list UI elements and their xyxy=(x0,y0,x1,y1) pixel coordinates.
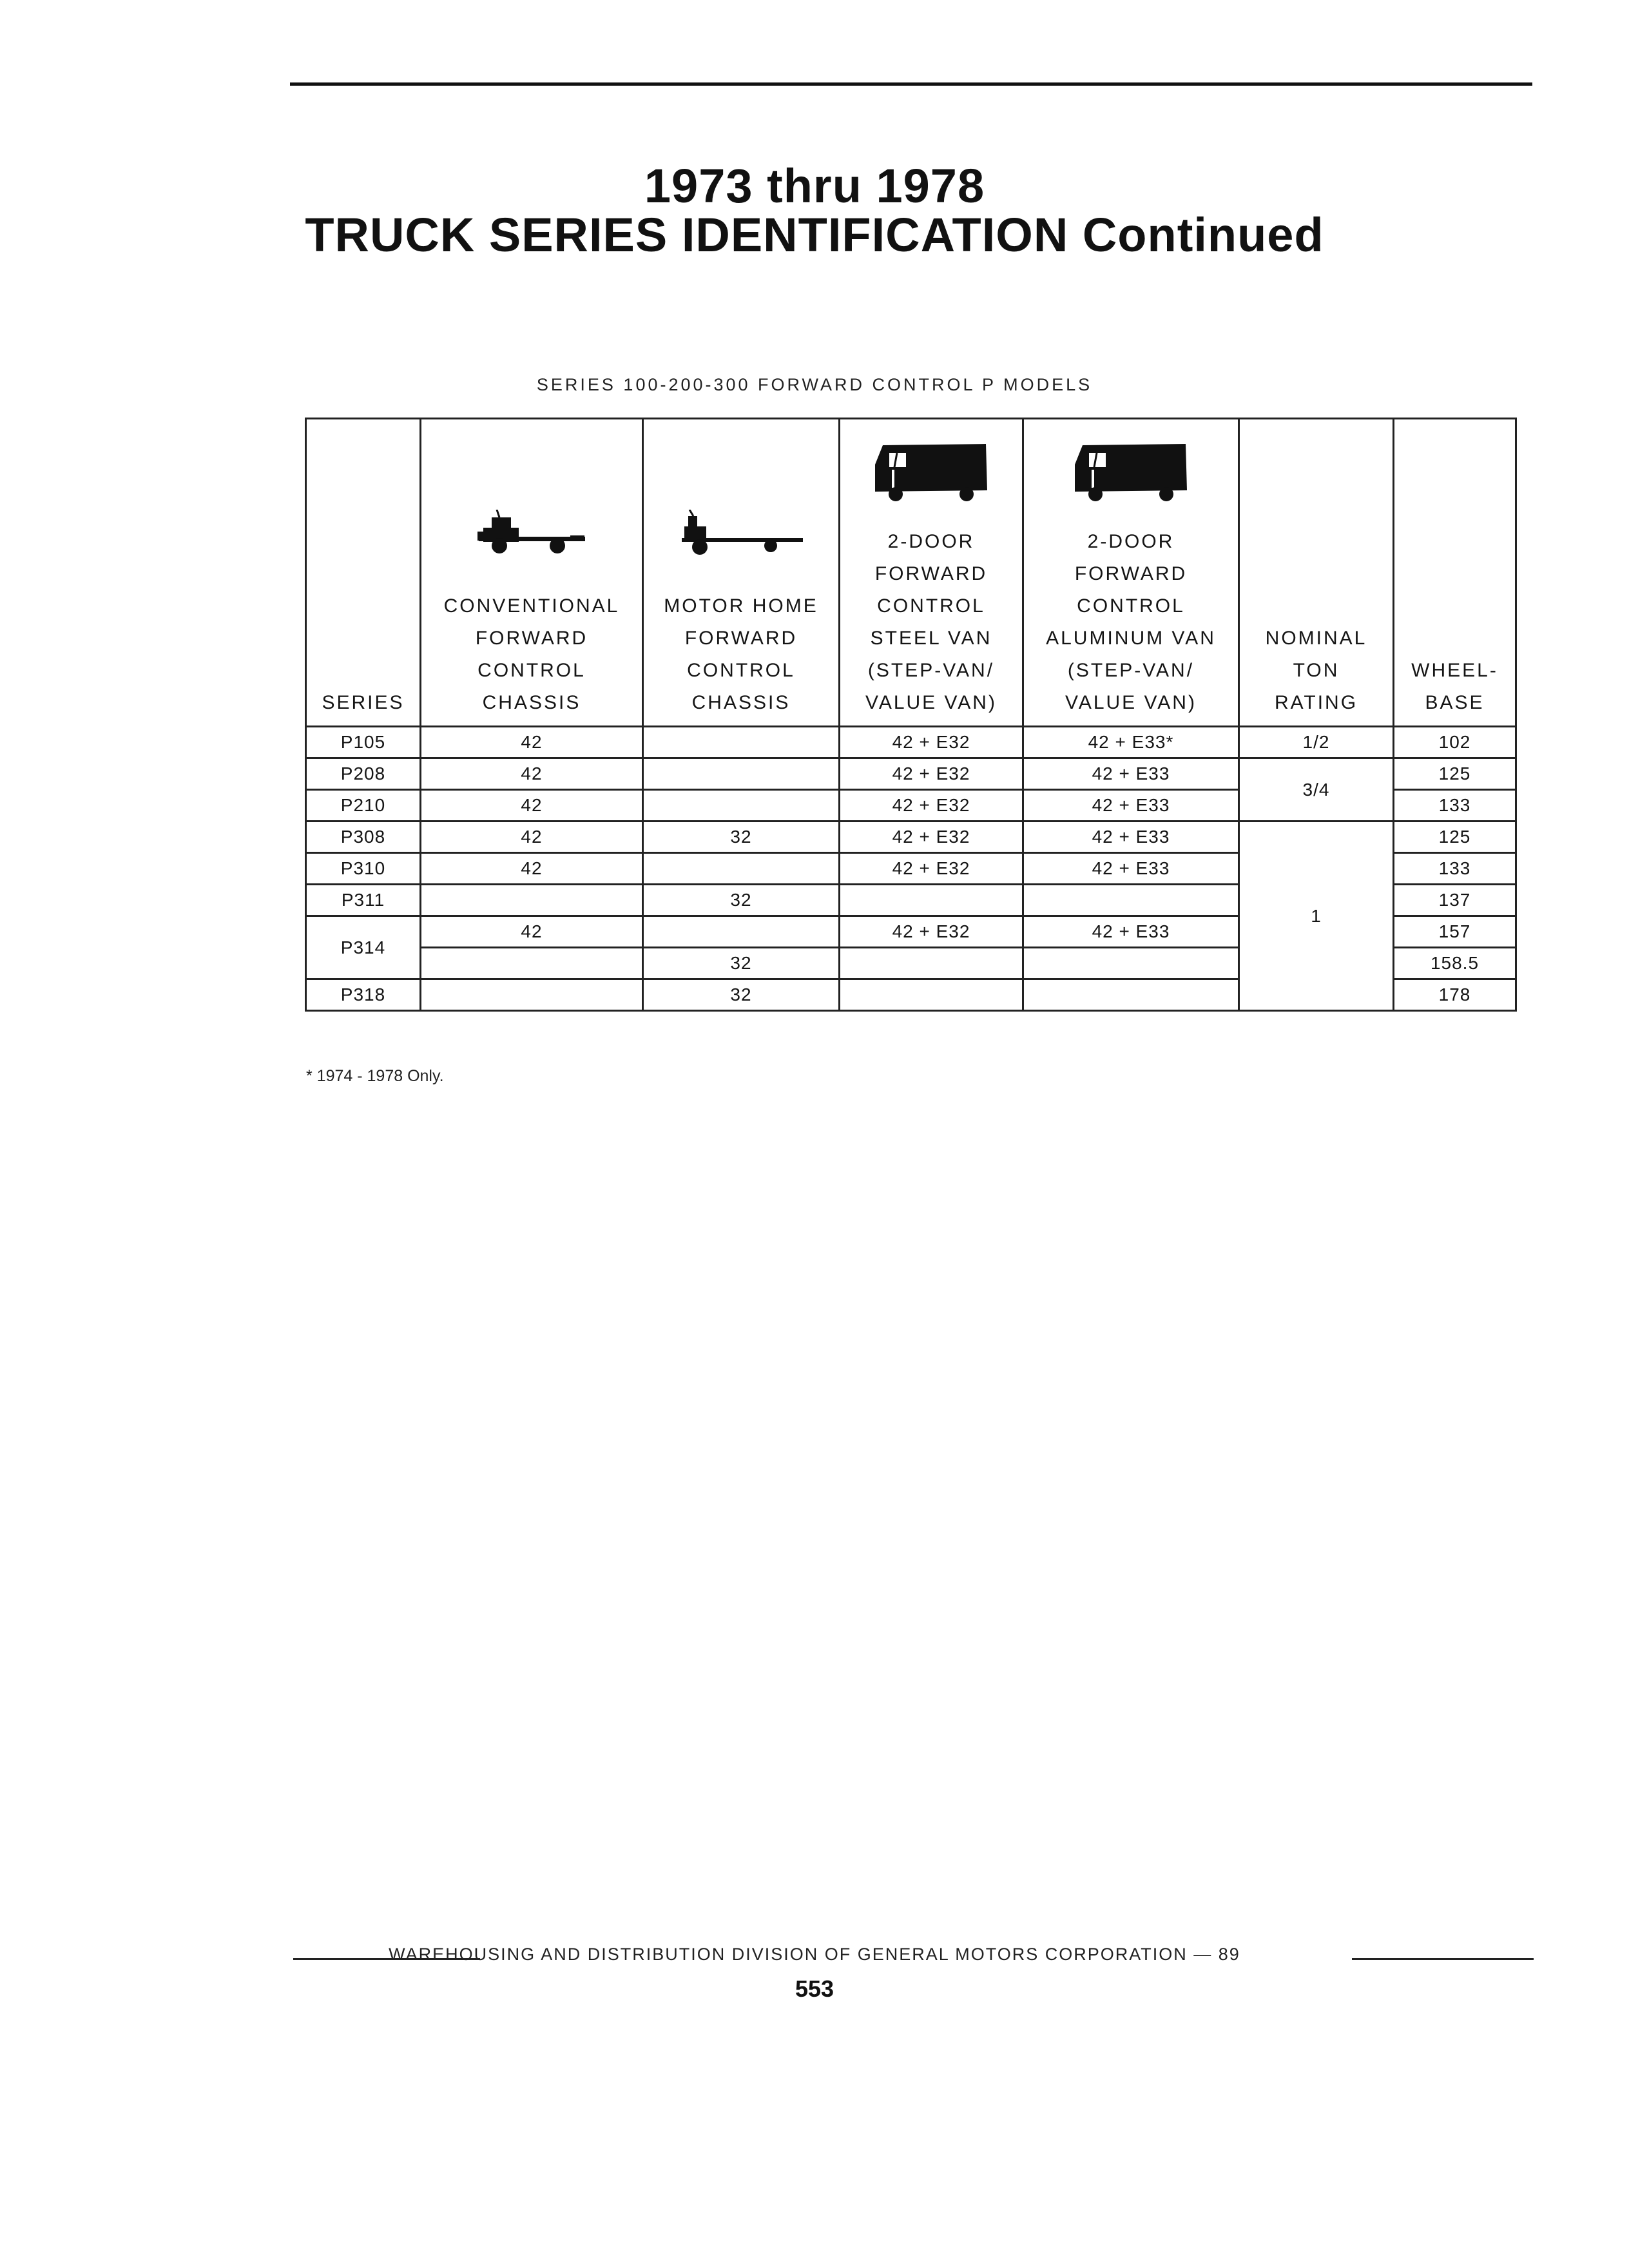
ton-rating-header xyxy=(1239,419,1394,727)
motor-home-cell: 32 xyxy=(643,885,840,916)
header-line: FORWARD xyxy=(1074,563,1188,584)
series-cell: P308 xyxy=(306,822,421,853)
step-van-icon xyxy=(1024,423,1238,519)
steel-van-cell: 42 + E32 xyxy=(840,916,1023,948)
conventional-cell: 42 xyxy=(421,727,643,758)
header-line: 2-DOOR xyxy=(887,531,975,552)
wheelbase-cell: 157 xyxy=(1394,916,1516,948)
table-row xyxy=(306,758,1516,790)
page-title: TRUCK SERIES IDENTIFICATION Continued xyxy=(305,208,1324,262)
aluminum-van-cell xyxy=(1023,948,1239,979)
header-line: FORWARD xyxy=(684,628,798,649)
chassis-cab-icon xyxy=(421,487,642,584)
header-line: CONTROL xyxy=(477,660,586,681)
footer-rule-right xyxy=(1352,1958,1534,1960)
ton-rating-cell: 3/4 xyxy=(1239,758,1394,822)
wheelbase-cell: 158.5 xyxy=(1394,948,1516,979)
conventional-cell xyxy=(421,979,643,1011)
series-cell: P318 xyxy=(306,979,421,1011)
aluminum-van-cell xyxy=(1023,979,1239,1011)
series-cell: P311 xyxy=(306,885,421,916)
wheelbase-cell: 125 xyxy=(1394,822,1516,853)
motor-home-cell xyxy=(643,727,840,758)
series-table xyxy=(305,418,1517,1012)
header-line: STEEL VAN xyxy=(870,628,992,649)
aluminum-van-cell: 42 + E33 xyxy=(1023,822,1239,853)
conventional-header xyxy=(421,419,643,727)
ton-rating-cell: 1 xyxy=(1239,822,1394,1011)
header-line: CHASSIS xyxy=(691,692,791,713)
footnote: * 1974 - 1978 Only. xyxy=(306,1067,444,1085)
steel-van-header xyxy=(840,419,1023,727)
wheelbase-cell: 102 xyxy=(1394,727,1516,758)
conventional-cell xyxy=(421,948,643,979)
conventional-cell xyxy=(421,885,643,916)
header-line: RATING xyxy=(1274,692,1358,713)
header-line: VALUE VAN) xyxy=(865,692,997,713)
conventional-cell: 42 xyxy=(421,916,643,948)
header-line: CONTROL xyxy=(687,660,795,681)
series-cell: P210 xyxy=(306,790,421,822)
header-line: CONVENTIONAL xyxy=(443,595,620,617)
steel-van-cell: 42 + E32 xyxy=(840,853,1023,885)
wheelbase-cell: 133 xyxy=(1394,790,1516,822)
step-van-icon xyxy=(840,423,1022,519)
conventional-cell: 42 xyxy=(421,853,643,885)
aluminum-van-cell: 42 + E33* xyxy=(1023,727,1239,758)
wheelbase-header xyxy=(1394,419,1516,727)
header-line: FORWARD xyxy=(475,628,588,649)
header-line: CHASSIS xyxy=(482,692,581,713)
steel-van-cell: 42 + E32 xyxy=(840,727,1023,758)
aluminum-van-cell: 42 + E33 xyxy=(1023,853,1239,885)
footer-text: WAREHOUSING AND DISTRIBUTION DIVISION OF GENERAL MOTORS CORPORATION — 89 xyxy=(389,1945,1240,1964)
header-line: ALUMINUM VAN xyxy=(1046,628,1216,649)
steel-van-cell xyxy=(840,979,1023,1011)
header-line: VALUE VAN) xyxy=(1065,692,1197,713)
header-line: SERIES xyxy=(322,692,405,713)
series-cell: P105 xyxy=(306,727,421,758)
motor-home-cell xyxy=(643,758,840,790)
header-line: FORWARD xyxy=(874,563,988,584)
header-line: TON xyxy=(1293,660,1340,681)
series-table-wrapper xyxy=(305,418,1515,1012)
header-line: BASE xyxy=(1425,692,1485,713)
table-row xyxy=(306,727,1516,758)
page-title-years: 1973 thru 1978 xyxy=(644,159,985,213)
wheelbase-cell: 125 xyxy=(1394,758,1516,790)
steel-van-cell: 42 + E32 xyxy=(840,822,1023,853)
conventional-cell: 42 xyxy=(421,822,643,853)
chassis-cowl-icon xyxy=(644,487,838,584)
steel-van-cell: 42 + E32 xyxy=(840,758,1023,790)
wheelbase-cell: 178 xyxy=(1394,979,1516,1011)
aluminum-van-cell xyxy=(1023,885,1239,916)
header-line: 2-DOOR xyxy=(1087,531,1175,552)
aluminum-van-header xyxy=(1023,419,1239,727)
header-row xyxy=(306,419,1516,727)
motor-home-cell: 32 xyxy=(643,948,840,979)
motor-home-cell xyxy=(643,916,840,948)
conventional-cell: 42 xyxy=(421,790,643,822)
header-line: MOTOR HOME xyxy=(664,595,818,617)
page-number: 553 xyxy=(795,1975,834,2002)
series-header xyxy=(306,419,421,727)
steel-van-cell: 42 + E32 xyxy=(840,790,1023,822)
header-line: CONTROL xyxy=(1077,595,1185,617)
wheelbase-cell: 137 xyxy=(1394,885,1516,916)
aluminum-van-cell: 42 + E33 xyxy=(1023,916,1239,948)
wheelbase-cell: 133 xyxy=(1394,853,1516,885)
ton-rating-cell: 1/2 xyxy=(1239,727,1394,758)
motor-home-cell: 32 xyxy=(643,822,840,853)
table-caption: SERIES 100-200-300 FORWARD CONTROL P MODELS xyxy=(536,375,1093,394)
series-cell: P310 xyxy=(306,853,421,885)
aluminum-van-cell: 42 + E33 xyxy=(1023,758,1239,790)
top-rule xyxy=(290,82,1532,86)
motor-home-cell xyxy=(643,790,840,822)
header-line: NOMINAL xyxy=(1265,628,1367,649)
motor-home-cell xyxy=(643,853,840,885)
header-line: CONTROL xyxy=(877,595,985,617)
motor-home-header xyxy=(643,419,840,727)
series-cell: P208 xyxy=(306,758,421,790)
series-cell: P314 xyxy=(306,916,421,979)
steel-van-cell xyxy=(840,948,1023,979)
header-line: WHEEL- xyxy=(1411,660,1498,681)
table-row xyxy=(306,822,1516,853)
steel-van-cell xyxy=(840,885,1023,916)
aluminum-van-cell: 42 + E33 xyxy=(1023,790,1239,822)
conventional-cell: 42 xyxy=(421,758,643,790)
header-line: (STEP-VAN/ xyxy=(1067,660,1195,681)
motor-home-cell: 32 xyxy=(643,979,840,1011)
header-line: (STEP-VAN/ xyxy=(867,660,995,681)
